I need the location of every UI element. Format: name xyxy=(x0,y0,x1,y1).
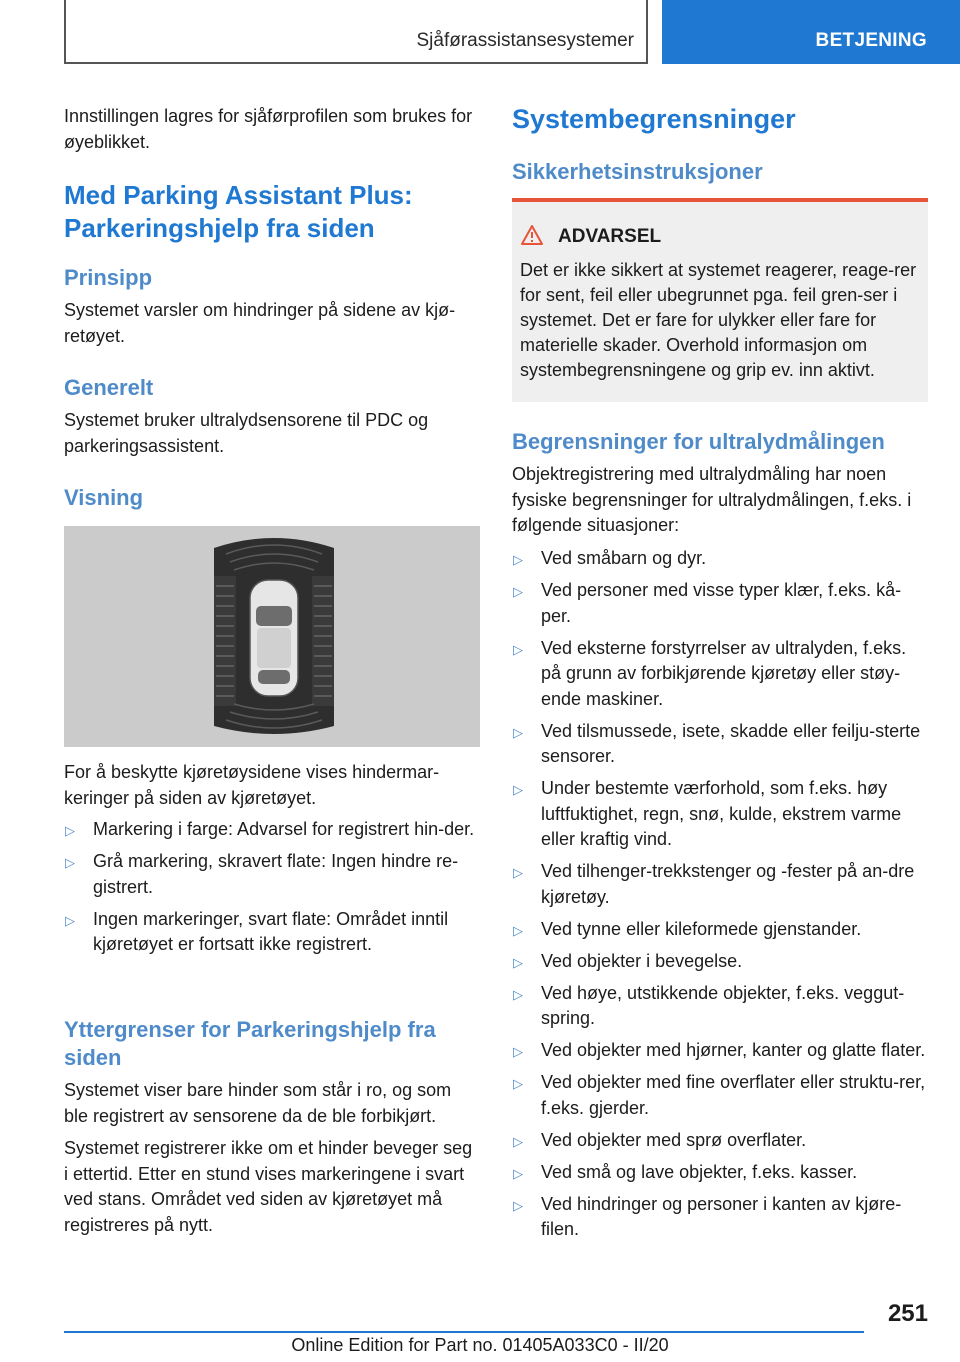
system-limits-heading: Systembegrensninger xyxy=(512,104,796,134)
list-item: ▷ Ved tilhenger-trekkstenger og -fester på an-dre kjøretøy. xyxy=(513,861,915,907)
warning-triangle-icon xyxy=(520,224,544,246)
triangle-right-icon: ▷ xyxy=(65,823,75,838)
car-top-view-illustration xyxy=(64,526,480,747)
triangle-right-icon: ▷ xyxy=(513,724,523,740)
list-item: ▷ Ved tilsmussede, isete, skadde eller feilju-sterte sensorer. xyxy=(513,720,921,766)
list-item: ▷ Ved små og lave objekter, f.eks. kasser. xyxy=(512,1160,928,1186)
list-item: ▷ Ved småbarn og dyr. xyxy=(512,546,928,572)
triangle-right-icon: ▷ xyxy=(65,855,75,870)
list-item: ▷ Under bestemte værforhold, som f.eks. høy luftfuktighet, regn, snø, kulde, ekstrem varme eller kraftig vind. xyxy=(513,778,902,849)
intro-text: Innstillingen lagres for sjåførprofilen som brukes for øyeblikket. xyxy=(64,106,473,152)
list-item: ▷ Ved tynne eller kileformede gjenstander. xyxy=(512,917,928,943)
ultrasound-list xyxy=(512,546,928,1249)
warning-text: Det er ikke sikkert at systemet reagerer, reage-rer for sent, feil eller ubegrunnet pga. feil gren-ser i systemet. Det er fare for ulykker eller fare for materielle skader. Overhold informasjon om systembegrensningene og grip ev. inn aktivt. xyxy=(520,260,917,380)
warning-box xyxy=(512,198,928,402)
principle-heading: Prinsipp xyxy=(64,265,153,290)
chapter-title: Sjåførassistansesystemer xyxy=(416,30,634,51)
principle-text: Systemet varsler om hindringer på sidene av kjø-retøyet. xyxy=(64,300,456,346)
triangle-right-icon: ▷ xyxy=(513,865,523,880)
general-heading: Generelt xyxy=(64,375,154,400)
footer-divider xyxy=(64,1331,864,1333)
safety-heading: Sikkerhetsinstruksjoner xyxy=(512,159,763,184)
limits-heading: Yttergrenser for Parkeringshjelp fra siden xyxy=(64,1017,436,1070)
header-section-tab xyxy=(662,0,960,64)
list-item: ▷ Ved eksterne forstyrrelser av ultralyden, f.eks. på grunn av forbikjørende kjøretøy eller støy-ende maskiner. xyxy=(513,637,907,709)
ultrasound-heading: Begrensninger for ultralydmålingen xyxy=(512,429,885,454)
triangle-right-icon: ▷ xyxy=(65,912,75,928)
limits-text-2: Systemet registrerer ikke om et hinder beveger seg i ettertid. Etter en stund vises markeringene i svart ved stans. Området ved siden av kjøretøyet må registreres på nytt. xyxy=(64,1138,473,1235)
list-item: ▷ Markering i farge: Advarsel for registrert hin-der. xyxy=(64,817,480,843)
page-number: 251 xyxy=(887,1300,928,1327)
triangle-right-icon: ▷ xyxy=(513,1165,523,1181)
triangle-right-icon: ▷ xyxy=(513,922,523,938)
section-heading: Med Parking Assistant Plus: Parkeringshjelp fra siden xyxy=(64,180,413,243)
triangle-right-icon: ▷ xyxy=(513,1076,523,1091)
general-text: Systemet bruker ultralydsensorene til PDC og parkeringsassistent. xyxy=(64,410,429,456)
warning-title: ADVARSEL xyxy=(558,226,662,247)
list-item: ▷ Ved objekter med hjørner, kanter og glatte flater. xyxy=(512,1038,928,1064)
list-item: ▷ Ved objekter i bevegelse. xyxy=(512,949,928,975)
list-item: ▷ Ved personer med visse typer klær, f.eks. kå-per. xyxy=(513,580,902,626)
limits-text-1: Systemet viser bare hinder som står i ro, og som ble registrert av sensorene da de ble forbikjørt. xyxy=(64,1080,452,1126)
edition-text: Online Edition for Part no. 01405A033C0 - II/20 xyxy=(291,1335,669,1355)
triangle-right-icon: ▷ xyxy=(513,1044,523,1059)
list-item: ▷ Ved objekter med fine overflater eller struktu-rer, f.eks. gjerder. xyxy=(513,1072,926,1118)
display-text: For å beskytte kjøretøysidene vises hindermar-keringer på siden av kjøretøyet. xyxy=(64,762,440,808)
list-item: ▷ Grå markering, skravert flate: Ingen hindre re-gistrert. xyxy=(65,851,459,897)
triangle-right-icon: ▷ xyxy=(513,641,523,657)
triangle-right-icon: ▷ xyxy=(513,954,523,970)
header-title-box xyxy=(64,0,648,64)
display-list xyxy=(64,817,480,964)
triangle-right-icon: ▷ xyxy=(513,552,523,567)
triangle-right-icon: ▷ xyxy=(513,1133,523,1149)
list-item: ▷ Ved objekter med sprø overflater. xyxy=(512,1128,928,1154)
ultrasound-text: Objektregistrering med ultralydmåling har noen fysiske begrensninger for ultralydmålingen, f.eks. i følgende situasjoner: xyxy=(512,464,912,535)
list-item: ▷ Ingen markeringer, svart flate: Området inntil kjøretøyet er fortsatt ikke registrert. xyxy=(65,908,449,954)
triangle-right-icon: ▷ xyxy=(513,986,523,1002)
list-item: ▷ Ved hindringer og personer i kanten av kjøre-filen. xyxy=(513,1193,902,1239)
list-item: ▷ Ved høye, utstikkende objekter, f.eks. veggut-spring. xyxy=(513,982,905,1028)
parking-display-figure xyxy=(64,526,480,747)
triangle-right-icon: ▷ xyxy=(513,782,523,797)
triangle-right-icon: ▷ xyxy=(513,584,523,599)
triangle-right-icon: ▷ xyxy=(513,1197,523,1213)
display-heading: Visning xyxy=(64,485,144,510)
section-title: BETJENING xyxy=(815,30,927,51)
